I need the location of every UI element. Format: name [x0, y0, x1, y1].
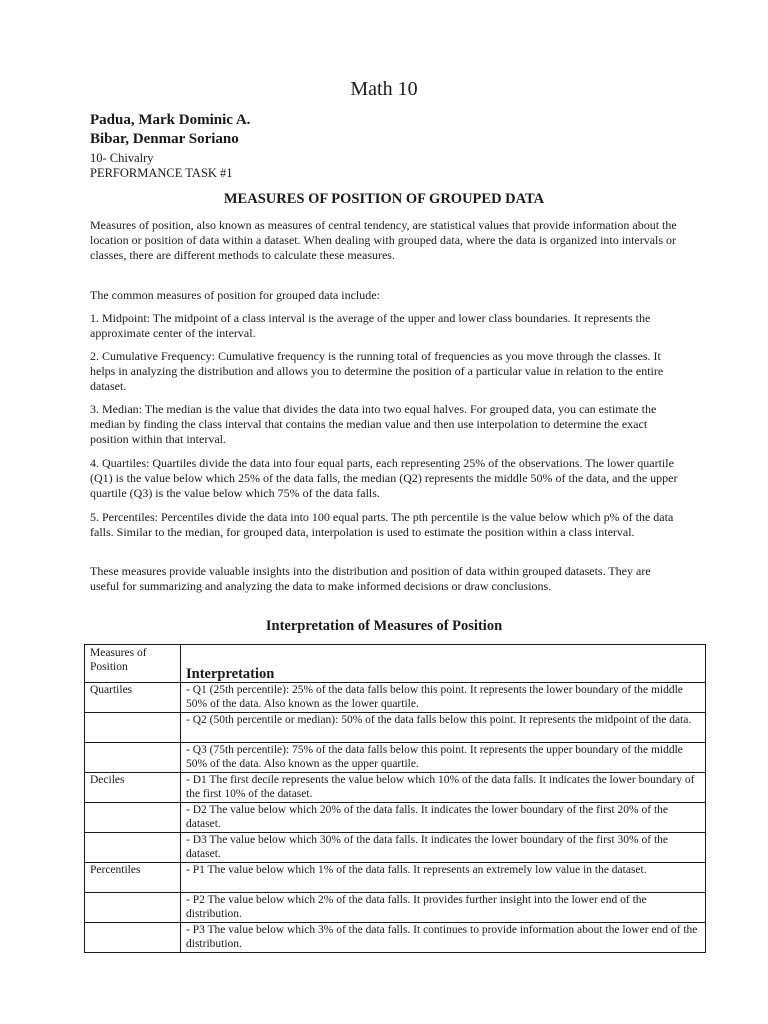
- interpretation-cell: - D1 The first decile represents the value below which 10% of the data falls. It indicates the lower boundary of the first 10% of the dataset.: [181, 773, 706, 803]
- measure-cell: Deciles: [85, 773, 181, 803]
- interpretation-cell: - Q1 (25th percentile): 25% of the data falls below this point. It represents the lower boundary of the middle 50% of the data. Also known as the lower quartile.: [181, 683, 706, 713]
- document-title: Math 10: [350, 78, 418, 100]
- interpretation-cell: - Q3 (75th percentile): 75% of the data falls below this point. It represents the upper boundary of the middle 50% of the data. Also known as the upper quartile.: [181, 743, 706, 773]
- main-heading: MEASURES OF POSITION OF GROUPED DATA: [223, 191, 545, 207]
- measure-cell: [85, 743, 181, 773]
- interpretation-table: [84, 644, 706, 953]
- measure-cell: [85, 803, 181, 833]
- list-item-quartiles: 4. Quartiles: Quartiles divide the data into four equal parts, each representing 25% of the observations. The lower quartile (Q1) is the value below which 25% of the data falls, the median (Q2) represents the middle 50% of the data, and the upper quartile (Q3) is the value below which 75% of the data falls.: [90, 456, 678, 501]
- interpretation-cell: - P1 The value below which 1% of the data falls. It represents an extremely low value in the dataset.: [181, 863, 706, 893]
- list-item-cumulative-frequency: 2. Cumulative Frequency: Cumulative frequency is the running total of frequencies as you move through the classes. It helps in analyzing the distribution and allows you to determine the position of a particular value in relation to the entire dataset.: [90, 349, 664, 394]
- interpretation-cell: - P3 The value below which 3% of the data falls. It continues to provide information about the lower end of the distribution.: [181, 923, 706, 953]
- table-row: [85, 743, 706, 773]
- table-row: [85, 683, 706, 713]
- list-item-median: 3. Median: The median is the value that divides the data into two equal halves. For grouped data, you can estimate the median by finding the class interval that contains the median value and then use interpolation to determine the exact position within that interval.: [90, 402, 657, 447]
- section-name: 10- Chivalry: [90, 151, 154, 165]
- interpretation-cell: - P2 The value below which 2% of the data falls. It provides further insight into the lower end of the distribution.: [181, 893, 706, 923]
- table-row: [85, 863, 706, 893]
- measure-cell: [85, 923, 181, 953]
- measure-cell: [85, 713, 181, 743]
- task-label: PERFORMANCE TASK #1: [90, 166, 233, 180]
- table-row: [85, 773, 706, 803]
- header-measures: Measures of Position: [85, 645, 181, 683]
- table-heading: Interpretation of Measures of Position: [265, 618, 503, 634]
- measure-cell: Quartiles: [85, 683, 181, 713]
- measure-cell: [85, 833, 181, 863]
- table-row: [85, 833, 706, 863]
- table-row: [85, 803, 706, 833]
- interpretation-cell: - D3 The value below which 30% of the data falls. It indicates the lower boundary of the first 30% of the dataset.: [181, 833, 706, 863]
- list-item-percentiles: 5. Percentiles: Percentiles divide the data into 100 equal parts. The pth percentile is the value below which p% of the data falls. Similar to the median, for grouped data, interpolation is used to estimate the position within a class interval.: [90, 510, 674, 540]
- closing-paragraph: These measures provide valuable insights into the distribution and position of data within grouped datasets. They are useful for summarizing and analyzing the data to make informed decisions or draw conclusions.: [90, 564, 651, 594]
- author-name: Padua, Mark Dominic A.: [90, 112, 251, 128]
- list-intro-paragraph: The common measures of position for grouped data include:: [90, 288, 380, 302]
- header-interpretation: Interpretation: [181, 645, 706, 683]
- measure-cell: [85, 893, 181, 923]
- table-row: [85, 713, 706, 743]
- interpretation-cell: - Q2 (50th percentile or median): 50% of the data falls below this point. It represents the midpoint of the data.: [181, 713, 706, 743]
- list-item-midpoint: 1. Midpoint: The midpoint of a class interval is the average of the upper and lower class boundaries. It represents the approximate center of the interval.: [90, 311, 651, 341]
- table-header-row: [85, 645, 706, 683]
- table-row: [85, 923, 706, 953]
- author-name: Bibar, Denmar Soriano: [90, 131, 239, 147]
- intro-paragraph: Measures of position, also known as measures of central tendency, are statistical values that provide information about the location or position of data within a dataset. When dealing with grouped data, where the data is organized into intervals or classes, there are different methods to calculate these measures.: [90, 218, 677, 263]
- interpretation-cell: - D2 The value below which 20% of the data falls. It indicates the lower boundary of the first 20% of the dataset.: [181, 803, 706, 833]
- table-row: [85, 893, 706, 923]
- measure-cell: Percentiles: [85, 863, 181, 893]
